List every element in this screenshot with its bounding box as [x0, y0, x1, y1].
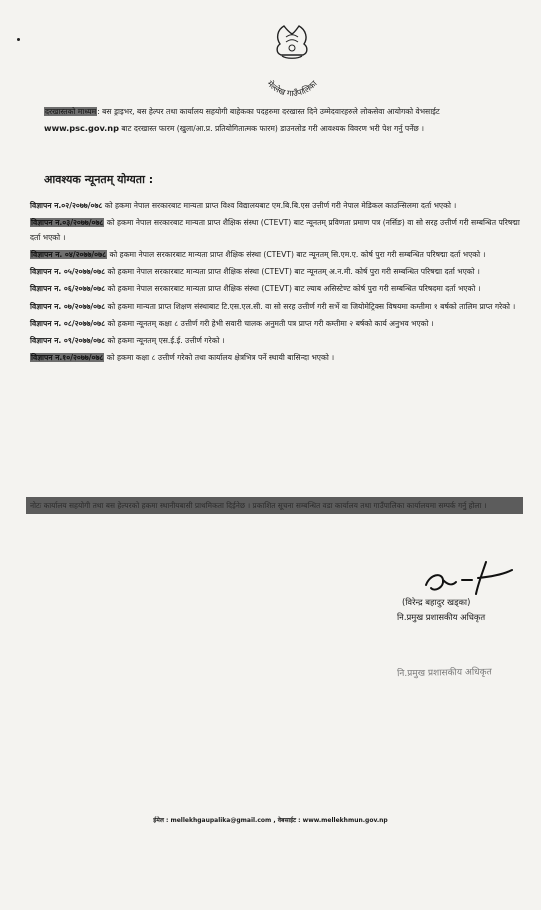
- advertisement-number: विज्ञापन न. ०७/२०७७/०७८: [30, 301, 106, 311]
- website-address: www.mellekhmun.gov.np: [302, 817, 388, 824]
- handwritten-signature: [416, 558, 520, 600]
- footer-contact: [0, 816, 541, 824]
- qualification-text: को हकमा कक्षा ८ उत्तीर्ण गरेको तथा कार्यालय क्षेत्रभित्र पर्ने स्थायी बासिन्दा भएको ।: [104, 353, 335, 363]
- advertisement-number: विज्ञापन न.०२/२०७७/०७८: [30, 201, 103, 210]
- municipality-seal: [246, 20, 338, 110]
- qualification-item: [30, 351, 520, 366]
- stamp-text: नि.प्रमुख प्रशासकीय अधिकृत: [396, 667, 492, 680]
- qualification-item: [30, 317, 520, 332]
- qualification-text: को हकमा मान्यता प्राप्त शिक्षण संस्थाबाट टि.एस.एल.सी. वा सो सरह उत्तीर्ण गरी सर्भे वा जियोमेट्रिक्स विषयमा कम्तीमा १ बर्षको तालिम प्राप्त गरेको ।: [105, 301, 516, 311]
- advertisement-number: विज्ञापन न.०३/२०७७/०७८: [31, 218, 104, 228]
- qualification-text: को हकमा नेपाल सरकारबाट मान्यता प्राप्त शैक्षिक संस्था (CTEVT) बाट न्यूनतम् अ.न.मी. कोर्ष पुरा गरी सम्बन्धित परिषद्मा दर्ता भएको ।: [105, 267, 480, 277]
- qualification-text: को हकमा नेपाल सरकारबाट मान्यता प्राप्त विश्व विद्यालयबाट एम.बि.बि.एस उत्तीर्ण गरी नेपाल मेडिकल काउन्सिलमा दर्ता भएको ।: [102, 201, 457, 210]
- advertisement-number: विज्ञापन न. ०६/२०७७/०७८: [30, 284, 106, 294]
- psc-url: www.psc.gov.np: [44, 123, 119, 133]
- intro-text-part-1: : बस ड्राइभर, बस हेल्पर तथा कार्यालय सहयोगी बाहेकका पदहरुमा दरखास्त दिने उम्मेदवारहरुले लोकसेवा आयोगको वेभसाईट: [97, 107, 440, 116]
- signatory-title: नि.प्रमुख प्रशासकीय अधिकृत: [397, 612, 486, 622]
- intro-paragraph: [44, 103, 514, 137]
- advertisement-number: विज्ञापन न. ०८/२०७७/०७८: [30, 318, 106, 328]
- email-address: mellekhgaupalika@gmail.com: [170, 817, 272, 824]
- margin-dot: [17, 38, 20, 41]
- intro-text-part-2: बाट दरखास्त फारम (खुला/आ.प्र. प्रतियोगितात्मक फारम) डाउनलोड गरी आवश्यक विवरण भरी पेश गर्नु पर्नेछ ।: [118, 124, 425, 133]
- seal-text: मेल्लेख गाउँपालिका: [265, 78, 319, 99]
- advertisement-number: विज्ञापन न.१०/२०७७/०७८: [31, 353, 104, 363]
- qualification-item: [30, 248, 520, 263]
- qualification-item: [30, 300, 520, 315]
- qualification-text: को हकमा नेपाल सरकारबाट मान्यता प्राप्त शैक्षिक संस्था (CTEVT) बाट न्यूनतम् सि.एम.ए. कोर्ष पुरा गरी सम्बन्धित परिषद्मा दर्ता भएको ।: [107, 249, 486, 259]
- official-stamp: [395, 659, 525, 683]
- qualification-list: [30, 199, 520, 368]
- seal-emblem-icon: [277, 26, 307, 58]
- signatory-name: (विरेन्द्र बहादुर खड्का): [402, 597, 471, 607]
- qualification-text: को हकमा न्यूनतम् एस.ई.ई. उत्तीर्ण गरेको ।: [105, 335, 225, 345]
- qualification-item: [30, 216, 520, 245]
- advertisement-number: विज्ञापन न. ०४/२०७७/०७८: [31, 249, 107, 259]
- qualification-item: [30, 265, 520, 280]
- qualification-text: को हकमा नेपाल सरकारबाट मान्यता प्राप्त शैक्षिक संस्था (CTEVT) बाट ल्याब असिस्टेण्ट कोर्ष पुरा गरी सम्बन्धित परिषदमा दर्ता भएको ।: [105, 284, 481, 294]
- qualification-text: को हकमा नेपाल सरकारबाट मान्यता प्राप्त शैक्षिक संस्था (CTEVT) बाट न्यूनतम् प्रविणता प्रमाण पत्र (नर्सिङ) वा सो सरह उत्तीर्ण गरी सम्बन्धित परिषद्मा दर्ता भएको ।: [30, 218, 520, 242]
- qualification-heading: आवश्यक न्यूनतम् योग्यता :: [44, 173, 154, 186]
- qualification-item: [30, 282, 520, 297]
- advertisement-number: विज्ञापन न. ०९/२०७७/०७८: [30, 335, 106, 345]
- advertisement-number: विज्ञापन न. ०५/२०७७/०७८: [30, 267, 106, 277]
- website-label: , वेबसाईट :: [271, 817, 303, 824]
- intro-label: दरखास्तको माध्यम: [45, 107, 97, 116]
- qualification-text: को हकमा न्यूनतम् कक्षा ८ उत्तीर्ण गरी हेभी सवारी चालक अनुमती पत्र प्राप्त गरी कम्तीमा २ बर्षको कार्य अनुभव भएको ।: [105, 318, 434, 328]
- qualification-item: [30, 334, 520, 349]
- qualification-item: [30, 199, 520, 214]
- note-box: नोटः कार्यालय सहयोगी तथा बस हेल्परको हकमा स्थानीयबासी प्राथमिकता दिईनेछ । प्रकाशित सूचना सम्बन्धित वडा कार्यालय तथा गाउँपालिका कार्यालयमा सम्पर्क गर्नु होला ।: [26, 497, 523, 514]
- email-label: ईमेल :: [153, 817, 171, 824]
